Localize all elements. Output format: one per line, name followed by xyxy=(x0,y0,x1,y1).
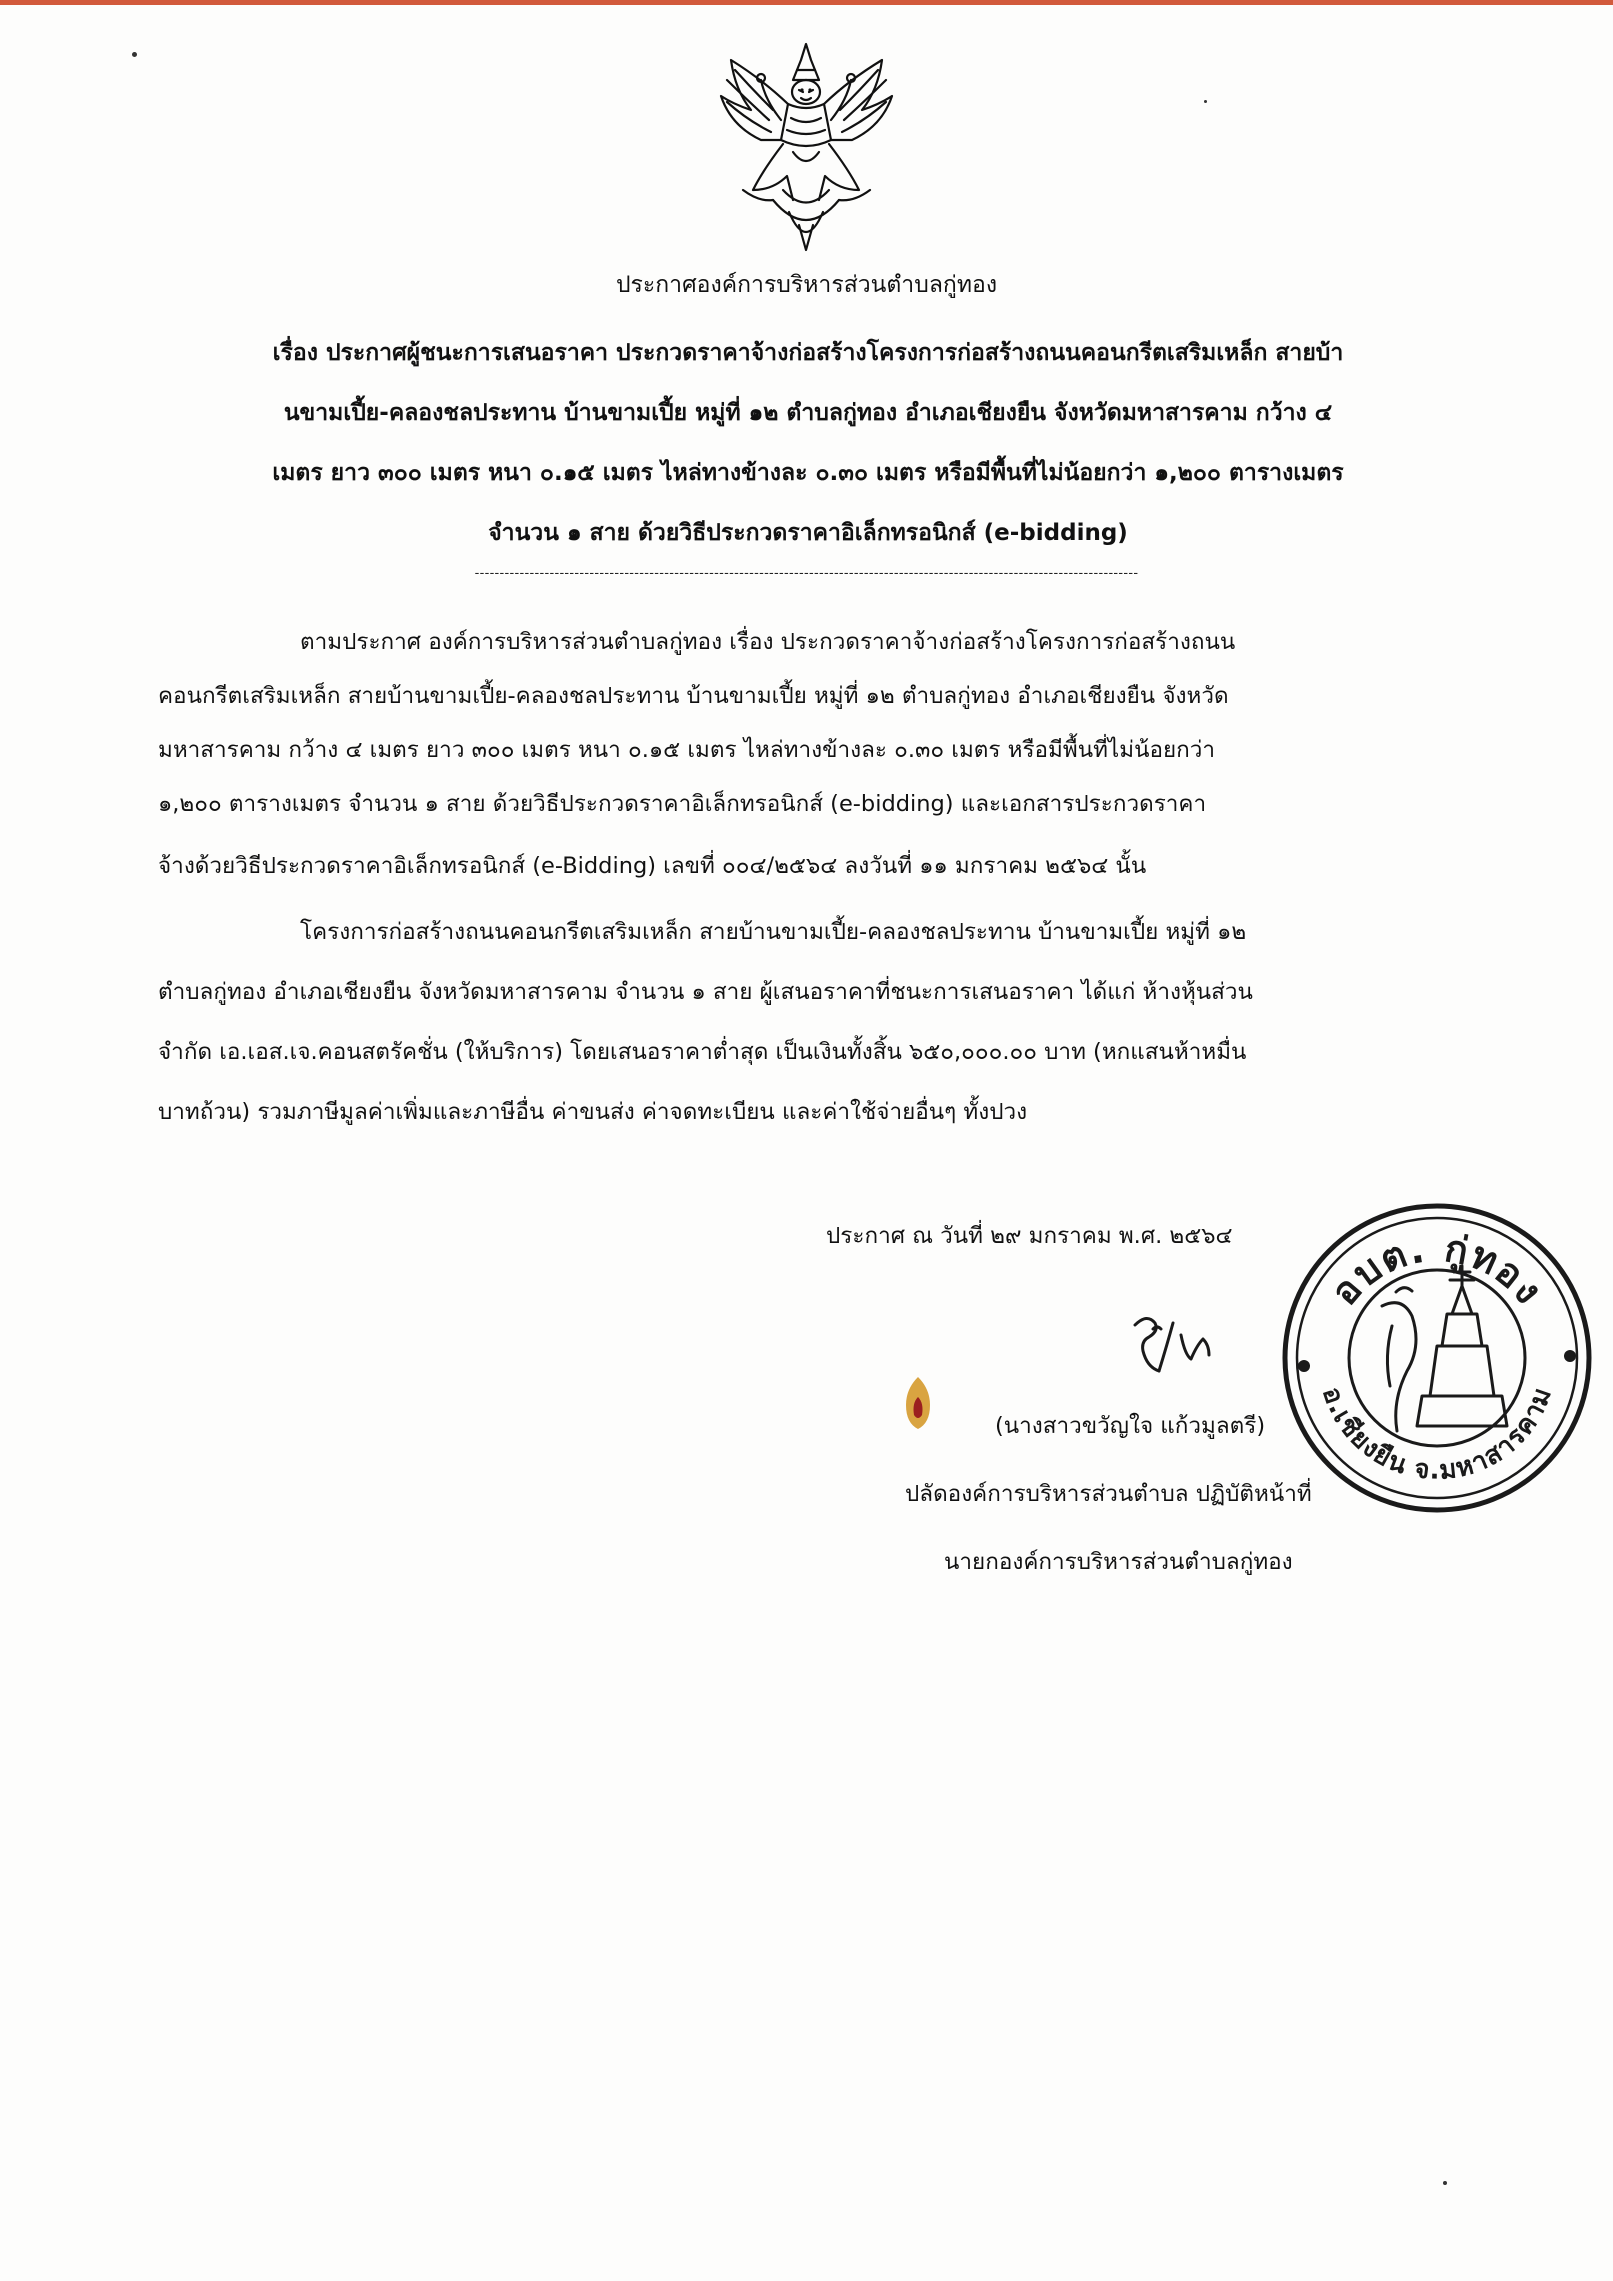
paragraph-2-line: โครงการก่อสร้างถนนคอนกรีตเสริมเหล็ก สายบ้านขามเปี้ย-คลองชลประทาน บ้านขามเปี้ย หมู่ที่ ๑๒ xyxy=(300,919,1247,945)
signer-position: ปลัดองค์การบริหารส่วนตำบล ปฏิบัติหน้าที่ xyxy=(905,1481,1312,1507)
paragraph-1-line: ๑,๒๐๐ ตารางเมตร จำนวน ๑ สาย ด้วยวิธีประกวดราคาอิเล็กทรอนิกส์ (e-bidding) และเอกสารประกวดราคา xyxy=(158,791,1207,817)
handwritten-signature xyxy=(1125,1305,1255,1385)
paragraph-1-line: ตามประกาศ องค์การบริหารส่วนตำบลกู่ทอง เรื่อง ประกวดราคาจ้างก่อสร้างโครงการก่อสร้างถนน xyxy=(300,629,1236,655)
garuda-emblem-icon xyxy=(713,40,900,255)
signer-name: (นางสาวขวัญใจ แก้วมูลตรี) xyxy=(995,1413,1266,1439)
svg-text:อบต. กู่ทอง xyxy=(1322,1226,1552,1314)
scan-speck xyxy=(1443,2181,1447,2185)
scan-speck xyxy=(1204,100,1207,103)
subject-line: เมตร ยาว ๓๐๐ เมตร หนา ๐.๑๕ เมตร ไหล่ทางข้างละ ๐.๓๐ เมตร หรือมีพื้นที่ไม่น้อยกว่า ๑,๒๐๐ ตารางเมตร xyxy=(272,460,1344,486)
paragraph-1-line: มหาสารคาม กว้าง ๔ เมตร ยาว ๓๐๐ เมตร หนา ๐.๑๕ เมตร ไหล่ทางข้างละ ๐.๓๐ เมตร หรือมีพื้นที่ไม่น้อยกว่า xyxy=(158,737,1216,763)
scan-speck xyxy=(132,52,137,57)
page-top-edge xyxy=(0,0,1613,5)
map-pin-icon xyxy=(900,1375,936,1431)
subject-line: เรื่อง ประกาศผู้ชนะการเสนอราคา ประกวดราคาจ้างก่อสร้างโครงการก่อสร้างถนนคอนกรีตเสริมเหล็ก สายบ้า xyxy=(272,340,1344,366)
paragraph-2-line: จำกัด เอ.เอส.เจ.คอนสตรัคชั่น (ให้บริการ) โดยเสนอราคาต่ำสุด เป็นเงินทั้งสิ้น ๖๕๐,๐๐๐.๐๐ บาท (หกแสนห้าหมื่น xyxy=(158,1039,1247,1065)
seal-bottom-text: อ.เชียงยืน จ.มหาสารคาม xyxy=(1315,1383,1559,1486)
paragraph-1-line: จ้างด้วยวิธีประกวดราคาอิเล็กทรอนิกส์ (e-Bidding) เลขที่ ๐๐๔/๒๕๖๔ ลงวันที่ ๑๑ มกราคม ๒๕๖๔ นั้น xyxy=(158,853,1147,879)
subject-line: จำนวน ๑ สาย ด้วยวิธีประกวดราคาอิเล็กทรอนิกส์ (e-bidding) xyxy=(488,520,1128,546)
announcement-title: ประกาศองค์การบริหารส่วนตำบลกู่ทอง xyxy=(615,272,998,298)
divider-line: ------------------------------------------------------------------------------------------------------------------------------------- xyxy=(474,566,1139,581)
paragraph-2-line: ตำบลกู่ทอง อำเภอเชียงยืน จังหวัดมหาสารคาม จำนวน ๑ สาย ผู้เสนอราคาที่ชนะการเสนอราคา ได้แก่ ห้างหุ้นส่วน xyxy=(158,979,1253,1005)
subject-line: นขามเปี้ย-คลองชลประทาน บ้านขามเปี้ย หมู่ที่ ๑๒ ตำบลกู่ทอง อำเภอเชียงยืน จังหวัดมหาสารคาม กว้าง ๔ xyxy=(283,400,1333,426)
paragraph-2-line: บาทถ้วน) รวมภาษีมูลค่าเพิ่มและภาษีอื่น ค่าขนส่ง ค่าจดทะเบียน และค่าใช้จ่ายอื่นๆ ทั้งปวง xyxy=(158,1099,1028,1125)
announcement-subject xyxy=(158,323,1458,563)
signer-position-acting: นายกองค์การบริหารส่วนตำบลกู่ทอง xyxy=(944,1549,1293,1575)
official-seal-icon xyxy=(1272,1196,1602,1521)
announcement-date: ประกาศ ณ วันที่ ๒๙ มกราคม พ.ศ. ๒๕๖๔ xyxy=(826,1223,1233,1249)
paragraph-1-line: คอนกรีตเสริมเหล็ก สายบ้านขามเปี้ย-คลองชลประทาน บ้านขามเปี้ย หมู่ที่ ๑๒ ตำบลกู่ทอง อำเภอเชียงยืน จังหวัด xyxy=(158,683,1229,709)
seal-top-text: อบต. กู่ทอง xyxy=(1322,1225,1553,1314)
